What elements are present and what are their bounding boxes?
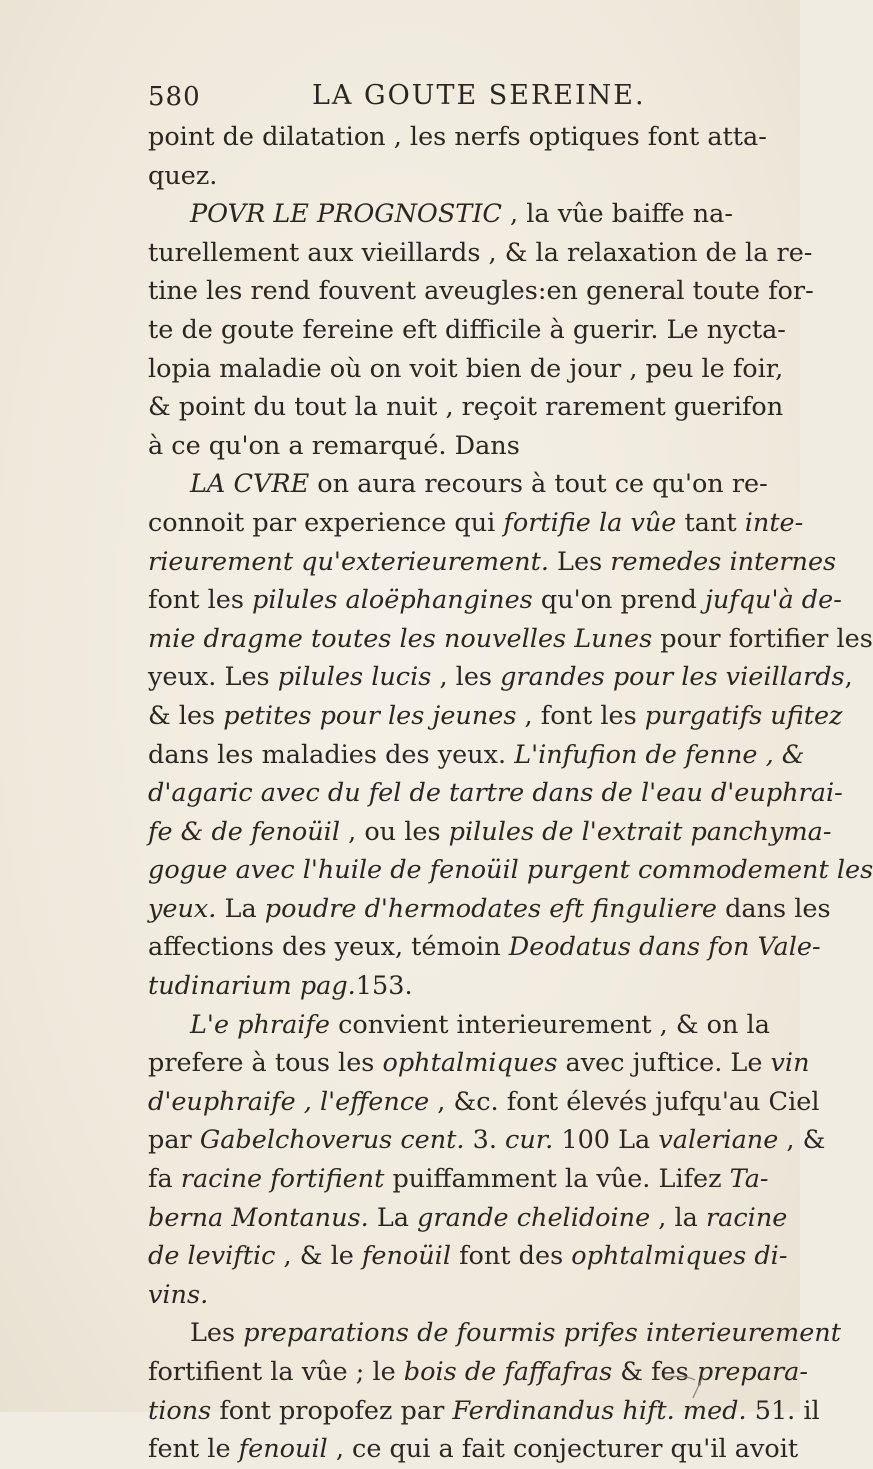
text-line	[148, 1121, 826, 1160]
italic-segment: d'euphraife , l'effence	[148, 1086, 430, 1117]
roman-segment: , &c. font élevés jufqu'au Ciel	[429, 1086, 820, 1117]
text-line	[148, 1276, 768, 1315]
italic-segment: fenoüil	[361, 1241, 451, 1272]
italic-segment: L'infufion de fenne , &	[514, 739, 805, 770]
ink-mark	[655, 1372, 715, 1402]
roman-segment: , ce qui a fait conjecturer qu'il avoit	[327, 1434, 799, 1465]
roman-segment: avec juftice. Le	[557, 1048, 771, 1079]
roman-segment: te de goute fereine eft difficile à guerir. Le nycta-	[148, 314, 786, 345]
italic-segment: Deodatus dans fon Vale-	[508, 932, 821, 963]
italic-segment: pilules lucis	[277, 662, 432, 693]
roman-segment: La	[368, 1202, 418, 1233]
text-line	[148, 1160, 768, 1199]
roman-segment: 51. il	[746, 1395, 820, 1426]
italic-segment: LA CVRE	[190, 469, 310, 500]
italic-segment: petites pour les jeunes	[223, 700, 517, 731]
italic-segment: POVR LE PROGNOSTIC	[190, 199, 502, 230]
text-line	[148, 658, 853, 697]
text-line	[148, 1006, 768, 1045]
text-line	[148, 388, 784, 427]
roman-segment: & les	[148, 700, 224, 731]
roman-segment: tine les rend fouvent aveugles:en general toute for-	[148, 276, 814, 307]
roman-segment: convient interieurement , & on la	[329, 1009, 770, 1040]
roman-segment: , font les	[516, 700, 645, 731]
italic-segment: vin	[770, 1048, 810, 1079]
text-line	[148, 620, 873, 659]
roman-segment: quez.	[148, 160, 218, 191]
roman-segment: & fes	[612, 1357, 697, 1387]
italic-segment: racine	[705, 1202, 788, 1233]
italic-segment: bois de faffafras	[403, 1357, 613, 1387]
italic-segment: grandes pour les vieillards	[500, 662, 845, 693]
italic-segment: racine fortifient	[180, 1164, 385, 1195]
roman-segment: dans les	[716, 893, 831, 924]
text-line	[148, 967, 768, 1006]
roman-segment: Les	[190, 1318, 244, 1349]
roman-segment: Les	[548, 546, 611, 577]
italic-segment: ophtalmiques	[382, 1048, 558, 1079]
text-line	[148, 272, 814, 311]
text-line	[148, 1430, 799, 1469]
text-line	[148, 1314, 841, 1353]
text-line	[148, 890, 831, 929]
italic-segment: preparations de fourmis prifes interieurement	[243, 1318, 841, 1349]
text-line	[148, 427, 768, 466]
roman-segment: fortifient la vûe ; le	[148, 1357, 404, 1387]
roman-segment: connoit par experience qui	[148, 507, 504, 538]
text-line	[148, 851, 873, 890]
roman-segment: , ou les	[340, 816, 449, 847]
italic-segment: grande chelidoine	[417, 1202, 651, 1233]
text-line	[148, 1083, 820, 1122]
italic-segment: remedes internes	[610, 546, 837, 577]
roman-segment: , & le	[275, 1241, 362, 1272]
italic-segment: ophtalmiques di-	[571, 1241, 788, 1272]
italic-segment: Ta-	[729, 1164, 769, 1195]
roman-segment: 3.	[464, 1125, 506, 1156]
text-line	[148, 928, 821, 967]
roman-segment: font propofez par	[211, 1395, 453, 1426]
roman-segment: lopia maladie où on voit bien de jour , peu le foir,	[148, 353, 784, 384]
roman-segment: puiffamment la vûe. Lifez	[384, 1164, 730, 1195]
italic-segment: fenouil	[238, 1434, 328, 1465]
roman-segment: ,	[844, 662, 853, 693]
text-line	[148, 311, 786, 350]
body-text	[148, 118, 873, 1469]
roman-segment: fa	[148, 1164, 181, 1195]
italic-segment: fortifie la vûe	[503, 507, 677, 538]
text-line	[148, 465, 768, 504]
text-line	[148, 234, 813, 273]
text-line	[148, 1199, 788, 1238]
italic-segment: poudre d'hermodates eft finguliere	[264, 893, 717, 924]
roman-segment: point de dilatation , les nerfs optiques font atta-	[148, 122, 767, 152]
roman-segment: pour fortifier les	[652, 623, 873, 654]
roman-segment: fent le	[148, 1434, 239, 1465]
roman-segment: & point du tout la nuit , reçoit rarement guerifon	[148, 392, 784, 423]
italic-segment: prepara-	[696, 1357, 808, 1387]
italic-segment: yeux.	[148, 893, 217, 924]
italic-segment: Gabelchoverus cent.	[199, 1125, 465, 1156]
text-line	[148, 504, 804, 543]
text-line	[148, 736, 805, 775]
page-number: 580	[148, 82, 201, 112]
roman-segment: , les	[431, 662, 501, 693]
italic-segment: purgatifs ufitez	[644, 700, 843, 731]
text-line	[148, 1237, 788, 1276]
roman-segment: , &	[778, 1125, 826, 1156]
italic-segment: fe & de fenoüil	[148, 816, 340, 847]
roman-segment: qu'on prend	[532, 585, 705, 616]
italic-segment: mie dragme toutes les nouvelles Lunes	[148, 623, 653, 654]
roman-segment: La	[216, 893, 265, 924]
italic-segment: Ferdinandus hift. med.	[452, 1395, 747, 1426]
italic-segment: valeriane	[658, 1125, 779, 1156]
text-line	[148, 157, 768, 196]
roman-segment: , la	[650, 1202, 706, 1233]
italic-segment: pilules aloëphangines	[252, 585, 533, 616]
roman-segment: turellement aux vieillards , & la relaxation de la re-	[148, 237, 813, 268]
text-line	[148, 195, 768, 234]
text-line	[148, 350, 784, 389]
roman-segment: font les	[148, 585, 253, 616]
italic-segment: inte-	[744, 507, 804, 538]
text-line	[148, 543, 837, 582]
text-line	[148, 1044, 810, 1083]
roman-segment: yeux. Les	[148, 662, 278, 693]
italic-segment: vins.	[148, 1279, 209, 1310]
text-line	[148, 697, 843, 736]
roman-segment: prefere à tous les	[148, 1048, 383, 1079]
roman-segment: dans les maladies des yeux.	[148, 739, 515, 770]
text-line	[148, 813, 832, 852]
italic-segment: jufqu'à de-	[704, 585, 842, 616]
italic-segment: berna Montanus.	[148, 1202, 369, 1233]
italic-segment: cur.	[505, 1125, 554, 1156]
running-title: LA GOUTE SEREINE.	[312, 80, 646, 111]
page-header	[148, 78, 758, 118]
italic-segment: de leviftic	[148, 1241, 276, 1272]
italic-segment: gogue avec l'huile de fenoüil purgent commodement les	[148, 855, 873, 886]
italic-segment: tudinarium pag.	[148, 971, 356, 1002]
roman-segment: tant	[676, 507, 745, 538]
italic-segment: tions	[148, 1395, 212, 1426]
italic-segment: L'e phraife	[190, 1009, 330, 1040]
text-line	[148, 581, 842, 620]
roman-segment: 153.	[355, 971, 413, 1002]
roman-segment: par	[148, 1125, 200, 1156]
text-line	[148, 118, 768, 157]
roman-segment: on aura recours à tout ce qu'on re-	[309, 469, 768, 500]
roman-segment: , la vûe baiffe na-	[501, 199, 733, 230]
italic-segment: rieurement qu'exterieurement.	[148, 546, 549, 577]
text-line	[148, 774, 843, 813]
italic-segment: pilules de l'extrait panchyma-	[448, 816, 832, 847]
roman-segment: 100 La	[553, 1125, 659, 1156]
roman-segment: à ce qu'on a remarqué. Dans	[148, 430, 520, 461]
roman-segment: font des	[450, 1241, 572, 1272]
italic-segment: d'agaric avec du fel de tartre dans de l'eau d'euphrai-	[148, 778, 843, 809]
roman-segment: affections des yeux, témoin	[148, 932, 509, 963]
